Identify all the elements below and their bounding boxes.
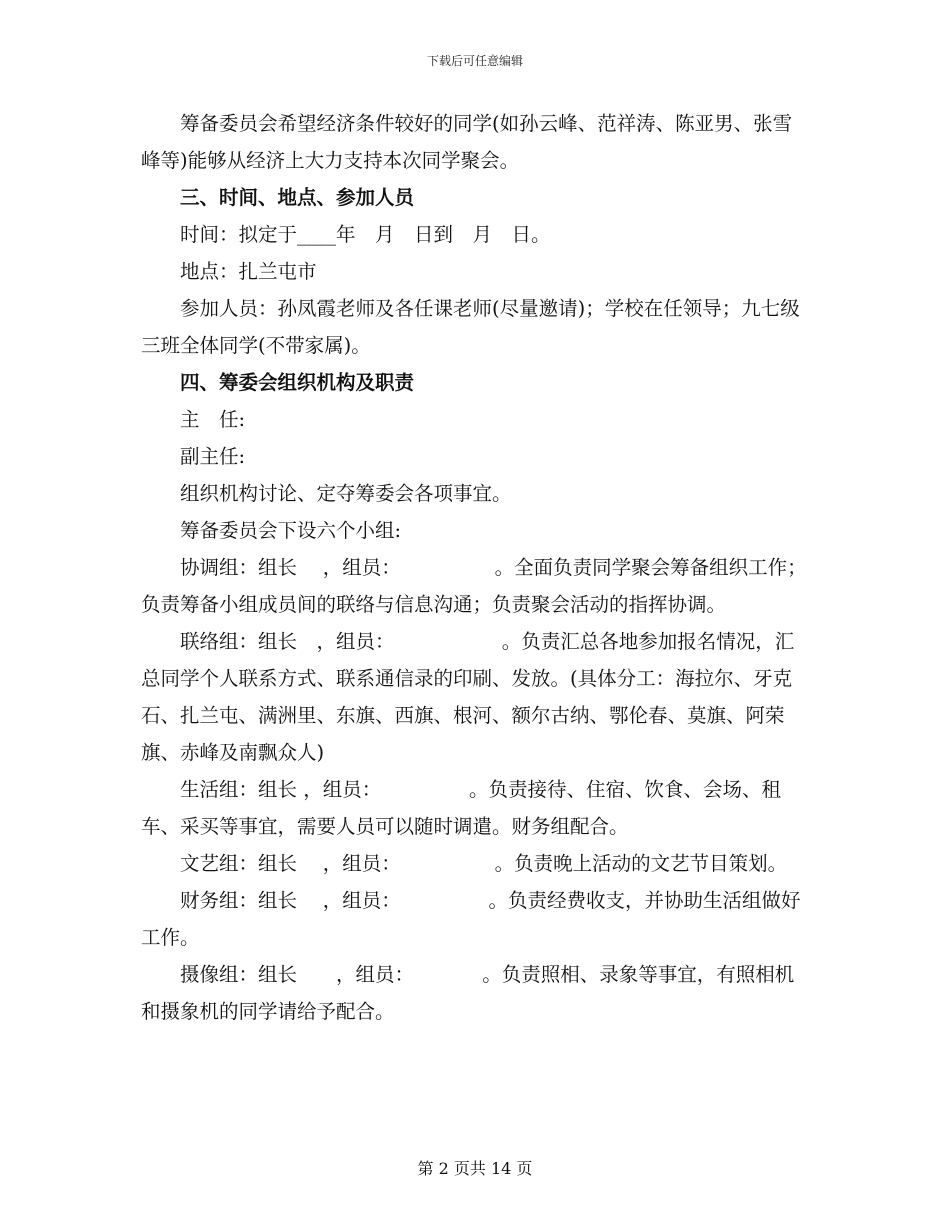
paragraph: 参加人员：孙凤霞老师及各任课老师(尽量邀请)；学校在任领导；九七级三班全体同学(不带家属)。 — [141, 297, 800, 357]
paragraph: 联络组：组长 ，组员： 。负责汇总各地参加报名情况，汇总同学个人联系方式、联系通信录的印刷、发放。(具体分工：海拉尔、牙克石、扎兰屯、满洲里、东旗、西旗、根河、额尔古纳、鄂伦春、莫旗、阿荣旗、赤峰及南飘众人) — [141, 630, 795, 764]
document-body — [141, 105, 809, 1030]
paragraph: 时间：拟定于____年 月 日到 月 日。 — [180, 223, 551, 246]
paragraph: 筹备委员会下设六个小组: — [180, 519, 402, 542]
paragraph: 副主任: — [180, 445, 246, 468]
page-footer: 第 2 页共 14 页 — [417, 1159, 533, 1178]
paragraph: 生活组：组长 ，组员： 。负责接待、住宿、饮食、会场、租车、采买等事宜，需要人员可以随时调遣。财务组配合。 — [141, 778, 781, 838]
paragraph: 地点：扎兰屯市 — [180, 260, 317, 283]
section-heading: 四、筹委会组织机构及职责 — [180, 371, 415, 394]
paragraph: 协调组：组长 ，组员： 。全面负责同学聚会筹备组织工作；负责筹备小组成员间的联络与信息沟通；负责聚会活动的指挥协调。 — [141, 556, 807, 616]
paragraph: 文艺组：组长 ，组员： 。负责晚上活动的文艺节目策划。 — [180, 852, 788, 875]
page-header: 下载后可任意编辑 — [426, 54, 523, 68]
paragraph: 主 任: — [180, 408, 246, 431]
section-heading: 三、时间、地点、参加人员 — [180, 186, 415, 209]
paragraph: 财务组：组长 ，组员： 。负责经费收支，并协助生活组做好工作。 — [141, 889, 801, 949]
paragraph: 摄像组：组长 ，组员： 。负责照相、录象等事宜，有照相机和摄象机的同学请给予配合。 — [141, 963, 795, 1023]
paragraph: 筹备委员会希望经济条件较好的同学(如孙云峰、范祥涛、陈亚男、张雪峰等)能够从经济上大力支持本次同学聚会。 — [141, 112, 793, 172]
paragraph: 组织机构讨论、定夺筹委会各项事宜。 — [180, 482, 512, 505]
